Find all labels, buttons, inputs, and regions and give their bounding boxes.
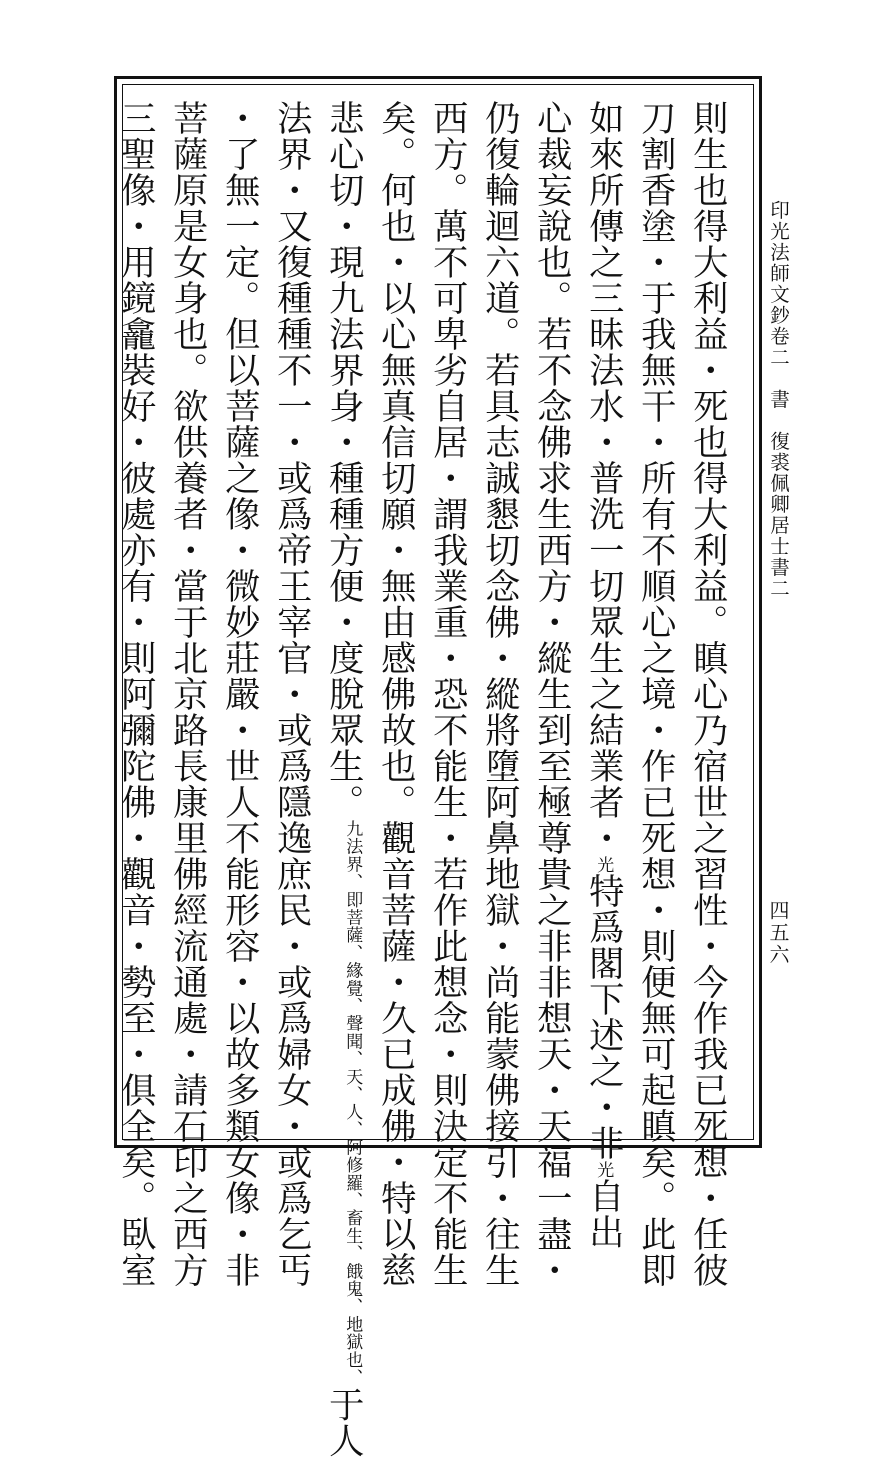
- book-title: 印光法師文鈔卷二: [767, 200, 790, 368]
- column-3-text-c: 自出: [583, 1178, 625, 1250]
- column-3-text-a: 如來所傳之三昧法水・普洗一切眾生之結業者・: [583, 100, 625, 856]
- text-column-12: 三聖像・用鏡龕裝好・彼處亦有・則阿彌陀佛・觀音・勢至・俱全矣。臥室: [115, 100, 157, 1288]
- text-column-8: [323, 100, 365, 1458]
- column-8-text-a: 悲心切・現九法界身・種種方便・度脫眾生。: [323, 100, 365, 820]
- text-column-5: 仍復輪迴六道。若具志誠懇切念佛・縱將墮阿鼻地獄・尚能蒙佛接引・往生: [479, 100, 521, 1288]
- text-column-11: 菩薩原是女身也。欲供養者・當于北京路長康里佛經流通處・請石印之西方: [167, 100, 209, 1288]
- letter-title: 復裘佩卿居士書二: [767, 431, 790, 599]
- section-label: 書: [767, 389, 790, 410]
- author-self-reference: 光: [593, 856, 614, 873]
- text-column-1: 則生也得大利益・死也得大利益。瞋心乃宿世之習性・今作我已死想・任彼: [687, 100, 729, 1288]
- column-3-text-b: 特爲閣下述之・非: [583, 873, 625, 1161]
- text-column-6: 西方。萬不可卑劣自居・謂我業重・恐不能生・若作此想念・則決定不能生: [427, 100, 469, 1288]
- text-column-9: 法界・又復種種不一・或爲帝王宰官・或爲隱逸庶民・或爲婦女・或爲乞丐: [271, 100, 313, 1288]
- annotation-nine-realms-right: 九法界、即菩薩、緣覺、聲聞、天、: [342, 820, 363, 1104]
- annotation-nine-realms-left: 人、阿修羅、畜生、餓鬼、地獄也、: [342, 1103, 363, 1387]
- text-column-4: 心裁妄說也。若不念佛求生西方・縱生到至極尊貴之非非想天・天福一盡・: [531, 100, 573, 1288]
- text-column-7: 矣。何也・以心無真信切願・無由感佛故也。觀音菩薩・久已成佛・特以慈: [375, 100, 417, 1288]
- text-column-3: [583, 100, 625, 1250]
- text-column-2: 刀割香塗・于我無干・所有不順心之境・作已死想・則便無可起瞋矣。此即: [635, 100, 677, 1288]
- column-8-text-b: 于人: [323, 1386, 365, 1458]
- author-self-reference: 光: [593, 1161, 614, 1178]
- page-number: 四五六: [766, 900, 790, 966]
- running-header: [764, 200, 792, 599]
- text-column-10: ・了無一定。但以菩薩之像・微妙莊嚴・世人不能形容・以故多類女像・非: [219, 100, 261, 1288]
